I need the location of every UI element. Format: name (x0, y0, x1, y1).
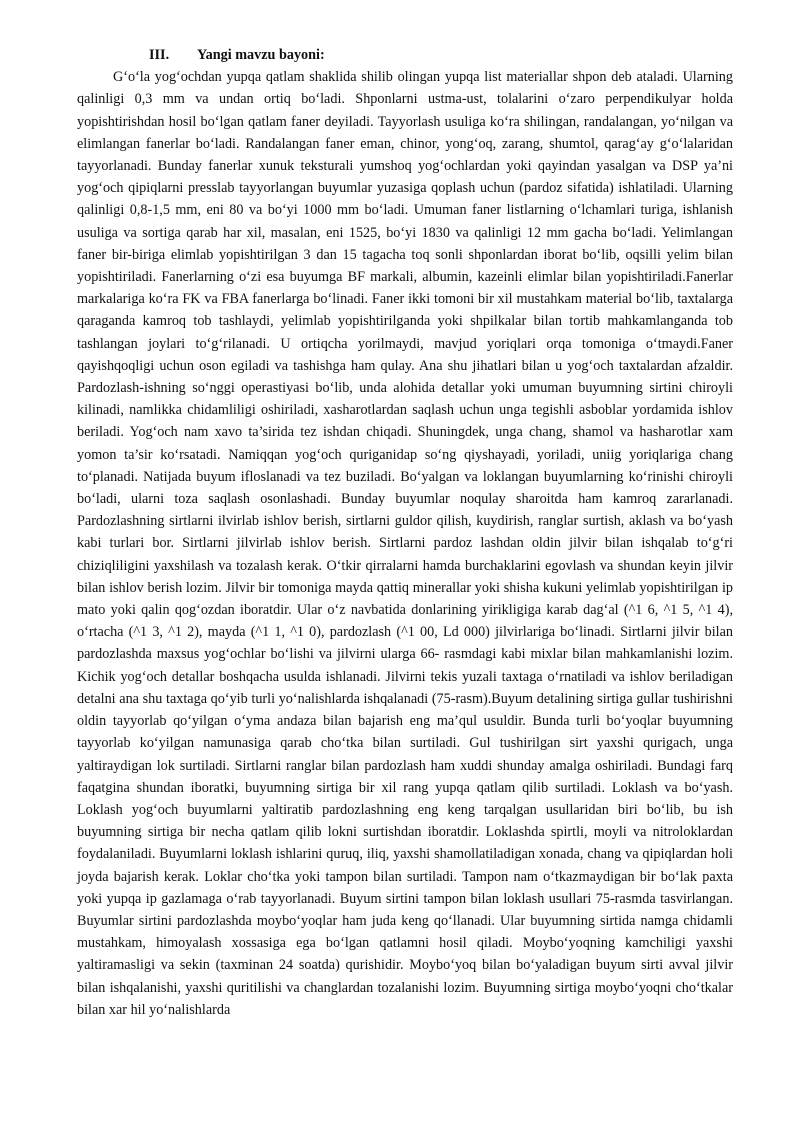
body-paragraph: G‘o‘la yog‘ochdan yupqa qatlam shaklida shilib olingan yupqa list materiallar shpon deb ataladi. Ularning qalinligi 0,3 mm va undan ortiq bo‘ladi. Shponlarni ustma-ust, tolalarini o‘zaro perpendikulyar holda yopishtirishdan hosil bo‘lgan qatlam faner deyiladi. Tayyorlash usuliga ko‘ra shilingan, randalangan, yo‘nilgan va elimlangan fanerlar bo‘ladi. Randalangan faner eman, chinor, yong‘oq, zarang, shumtol, qarag‘ay g‘o‘lalaridan tayyorlanadi. Bunday fanerlar xunuk teksturali yumshoq yog‘ochlardan yoki qayindan yasalgan va DSP ya’ni yog‘och qipiqlarni presslab tayyorlangan buyumlar yuzasiga qoplash uchun (pardoz sifatida) ishlatiladi. Ularning qalinligi 0,8-1,5 mm, eni 80 va bo‘yi 1000 mm bo‘ladi. Umuman faner listlarning o‘lchamlari turiga, ishlanish usuliga va sortiga qarab har xil, masalan, eni 1525, bo‘yi 1830 va qalinligi 12 mm gacha bo‘ladi. Yelimlangan faner bir-biriga elimlab yopishtirilgan 3 dan 15 tagacha toq sonli shponlardan iborat bo‘lib, oqsilli yelim bilan yopishtiriladi. Fanerlarning o‘zi esa buyumga BF markali, albumin, kazeinli elimlar bilan yopishtiriladi.Fanerlar markalariga ko‘ra FK va FBA fanerlarga bo‘linadi. Faner ikki tomoni bir xil mustahkam material bo‘lib, taxtalarga qaraganda kamroq tob tashlaydi, yelimlab yopishtirilganda yoki shpilkalar bilan tortib mahkamlanganda tob tashlangan joylari to‘g‘rilanadi. U ortiqcha yorilmaydi, mavjud yoriqlari orqa tomoniga o‘tmaydi.Faner qayishqoqligi uchun oson egiladi va tashishga ham qulay. Ana shu jihatlari bilan u yog‘och taxtalardan afzaldir. Pardozlash-ishning so‘nggi operastiyasi bo‘lib, unda alohida detallar yoki umuman buyumning sirtini chiroyli kilinadi, namlikka chidamliligi oshiriladi, xasharotlardan saqlash uchun unga tegishli asboblar yordamida ishlov beriladi. Yog‘och nam xavo ta’sirida tez ishdan chiqadi. Shuningdek, unga chang, shamol va hasharotlar xam yomon ta’sir ko‘rsatadi. Namiqqan yog‘och quriganidap so‘ng qiyshayadi, yoriladi, uniig yoriqlariga chang to‘planadi. Natijada buyum ifloslanadi va tez buziladi. Bo‘yalgan va loklangan buyumlarning ko‘rinishi chiroyli bo‘ladi, ularni toza saqlash osonlashadi. Bunday buyumlar noqulay sharoitda ham kamroq zararlanadi. Pardozlashning sirtlarni ilvirlab ishlov berish, sirtlarni guldor qilish, kuydirish, ranglar surtish, aklash va bo‘yash kabi turlari bor. Sirtlarni jilvirlab ishlov berish. Sirtlarni pardoz lashdan oldin jilvir bilan ishqalab to‘g‘ri chiziqliligini yaxshilash va tozalash kerak. O‘tkir qirralarni hamda burchaklarini egovlash va shundan keyin jilvir bilan ishlov berish lozim. Jilvir bir tomoniga mayda qattiq minerallar yoki shisha kukuni yelimlab yopishtirilgan ip mato yoki qalin qog‘ozdan iboratdir. Ular o‘z navbatida donlarining yirikligiga karab dag‘al (^1 6, ^1 5, ^1 4), o‘rtacha (^1 3, ^1 2), mayda (^1 1, ^1 0), pardozlash (^1 00, Ld 000) jilvirlariga bo‘linadi. Sirtlarni jilvir bilan pardozlashda maxsus yog‘ochlar bo‘lishi va jilvirni ularga 66- rasmdagi kabi mixlar bilan mahkamlanishi lozim. Kichik yog‘och detallar boshqacha usulda ishlanadi. Jilvirni tekis yuzali taxtaga o‘rnatiladi va ishlov beriladigan detalni ana shu taxtaga qo‘yib turli yo‘nalishlarda ishqalanadi (75-rasm).Buyum detalining sirtiga gullar tushirishni oldin tayyorlab qo‘yilgan o‘yma andaza bilan bajarish eng ma’qul usuldir. Bunda turli bo‘yoqlar buyumning tayyorlab ko‘yilgan namunasiga qarab cho‘tka bilan surtiladi. Gul tushirilgan sirt yaxshi qurigach, unga yaltiraydigan lok surtiladi. Sirtlarni ranglar bilan pardozlash ham xuddi shunday amalga oshiriladi. Bundagi farq faqatgina shundan iboratki, buyumning sirtiga bir xil rang yupqa qatlam qilib surtiladi. Loklash va bo‘yash. Loklash yog‘och buyumlarni yaltiratib pardozlashning eng keng tarqalgan usullaridan biri bo‘lib, bu ish buyumning sirtiga bir necha qatlam qilib lokni surtishdan iboratdir. Loklashda spirtli, moyli va nitroloklardan foydalaniladi. Buyumlarni loklash ishlarini quruq, iliq, yaxshi shamollatiladigan xonada, chang va qipiqlardan holi joyda bajarish kerak. Loklar cho‘tka yoki tampon bilan surtiladi. Tampon nam o‘tkazmaydigan bir bo‘lak paxta yoki yupqa ip gazlamaga o‘rab tayyorlanadi. Buyum sirtini tampon bilan loklash usullari 75-rasmda tasvirlangan. Buyumlar sirtini pardozlashda moybo‘yoqlar ham juda keng qo‘llanadi. Ular buyumning sirtida namga chidamli mustahkam, himoyalash xossasiga ega bo‘lgan qatlamni hosil qiladi. Moybo‘yoqning kamchiligi yaxshi yaltiramasligi va sekin (taxminan 24 soatda) qurishidir. Moybo‘yoq bilan bo‘yaladigan buyum sirti avval jilvir bilan ishqalanishi, yaxshi quritilishi va changlardan tozalanishi lozim. Buyumning sirtiga moybo‘yoqni cho‘tkalar bilan xar hil yo‘nalishlarda (77, 69, 733, 1018)
section-heading (149, 44, 733, 66)
document-page (77, 44, 733, 1021)
section-title: Yangi mavzu bayoni: (197, 47, 325, 63)
section-number: III. (149, 47, 170, 63)
